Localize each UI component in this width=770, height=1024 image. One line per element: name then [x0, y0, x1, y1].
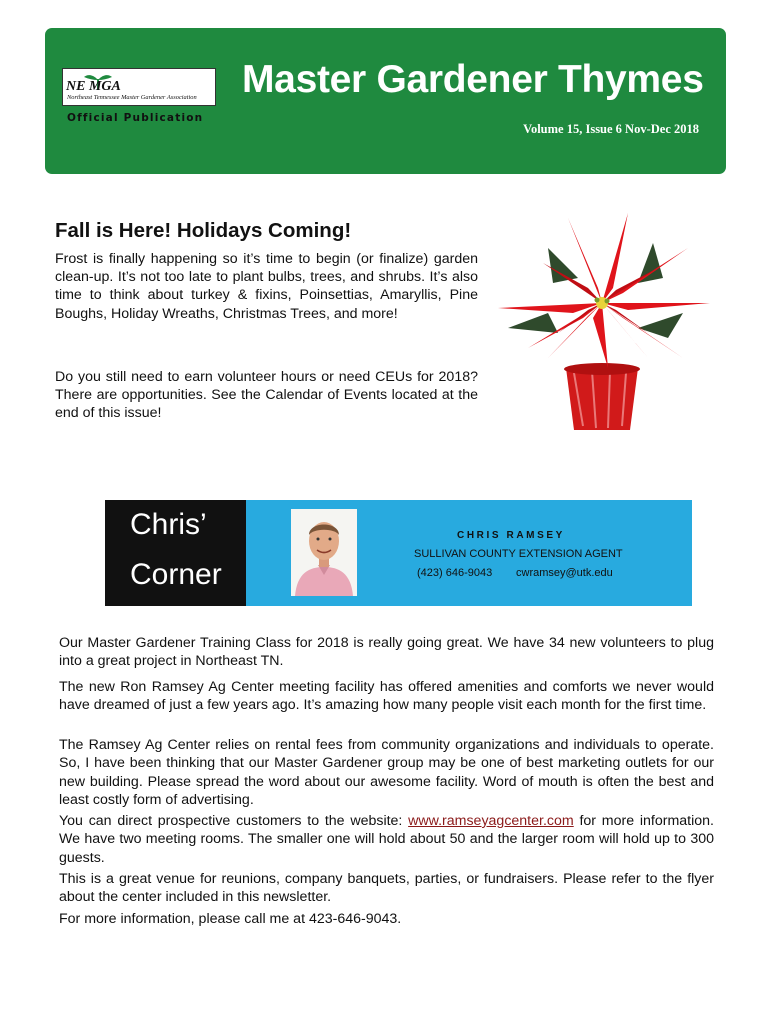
body-paragraph-6: For more information, please call me at 423-646-9043.: [59, 911, 402, 927]
agent-email[interactable]: cwramsey@utk.edu: [516, 567, 613, 579]
author-photo: [291, 509, 357, 596]
banner-title-line2: Corner: [130, 558, 222, 591]
newsletter-title: Master Gardener Thymes: [242, 58, 704, 101]
masthead: [45, 28, 726, 174]
body-paragraph-4: [59, 812, 714, 867]
poinsettia-image: [488, 208, 716, 436]
body-paragraph-2: The new Ron Ramsey Ag Center meeting facility has offered amenities and comforts we never would have dreamed of just a few years ago. It’s amazing how many people visit each month for the first time.: [59, 679, 714, 714]
body-paragraph-4-end: for more information. We have two meeting rooms. The smaller one will hold about 50 and the larger room will hold up to 300 guests.: [59, 813, 714, 866]
body-paragraph-5: This is a great venue for reunions, company banquets, parties, or fundraisers. Please refer to the flyer about the center included in this newsletter.: [59, 871, 714, 906]
body-paragraph-4-start: You can direct prospective customers to the website:: [59, 813, 409, 829]
official-publication: Official Publication: [67, 112, 204, 124]
agent-phone: (423) 646-9043: [417, 567, 493, 579]
banner-title-block: [105, 500, 246, 606]
nemga-logo: [62, 68, 216, 106]
issue-info: Volume 15, Issue 6 Nov-Dec 2018: [523, 122, 699, 136]
fall-heading: Fall is Here! Holidays Coming!: [55, 219, 352, 242]
chris-corner-banner: [105, 500, 692, 606]
agent-name: CHRIS RAMSEY: [457, 530, 565, 541]
banner-title-line1: Chris’: [130, 508, 207, 541]
body-paragraph-3: The Ramsey Ag Center relies on rental fees from community organizations and individuals to operate. So, I have been thinking that our Master Gardener group may be one of best marketing outlets for our new building. Please spread the word about our awesome facility. Word of mouth is often the best and least costly form of advertising.: [59, 737, 714, 808]
logo-subtitle: Northeast Tennessee Master Gardener Association: [67, 94, 197, 101]
body-paragraph-1: Our Master Gardener Training Class for 2018 is really going great. We have 34 new volunteers to plug into a great project in Northeast TN.: [59, 635, 714, 670]
agent-title: SULLIVAN COUNTY EXTENSION AGENT: [414, 548, 623, 560]
fall-paragraph-1: Frost is finally happening so it’s time to begin (or finalize) garden clean-up. It’s not too late to plant bulbs, trees, and shrubs. It’s also time to think about turkey & fixins, Poinsettias, Amaryllis, Pine Boughs, Holiday Wreaths, Christmas Trees, and more!: [55, 251, 478, 322]
logo-text: NE MGA: [66, 79, 121, 94]
fall-paragraph-2: Do you still need to earn volunteer hours or need CEUs for 2018? There are opportunities. See the Calendar of Events located at the end of this issue!: [55, 369, 478, 422]
website-link[interactable]: www.ramseyagcenter.com: [408, 813, 574, 829]
